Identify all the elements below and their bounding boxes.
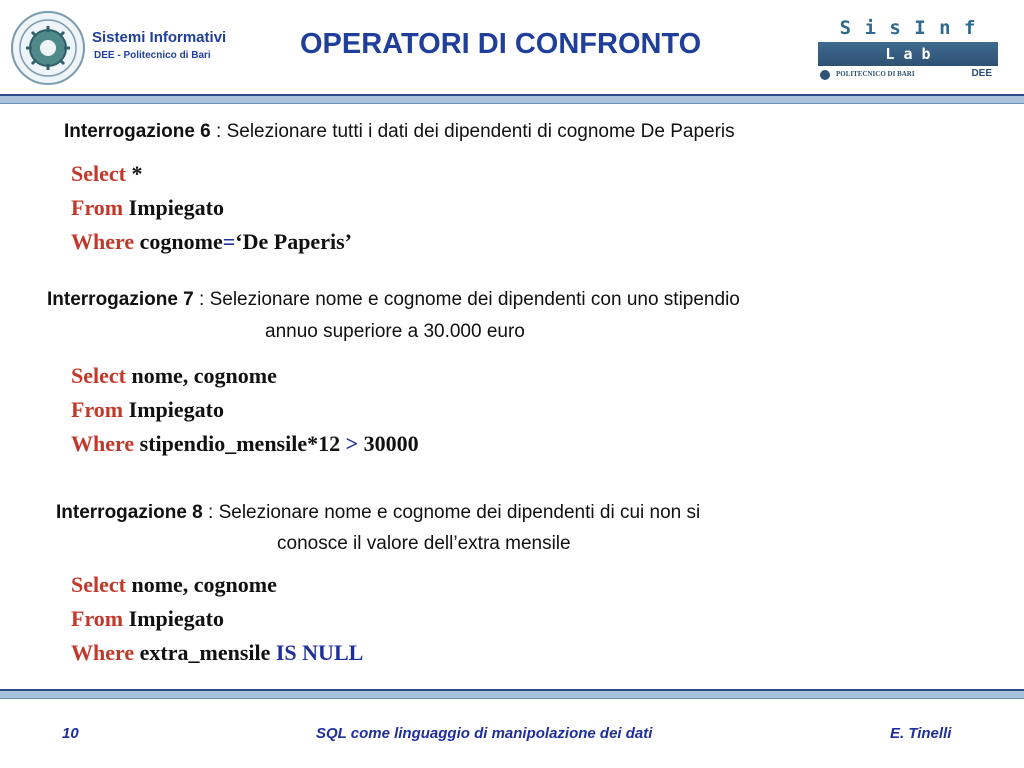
query-7-label: Interrogazione 7 [47, 289, 194, 310]
query-6-from-line [71, 195, 224, 221]
query-8-label: Interrogazione 8 [56, 502, 203, 523]
footer-course-title: SQL come linguaggio di manipolazione dei dati [316, 725, 653, 742]
query-8-description-cont: conosce il valore dell’extra mensile [277, 533, 571, 554]
sisinf-logo-footer-text: POLITECNICO DI BARI [836, 70, 915, 78]
sql-keyword-where: Where [71, 640, 135, 665]
sql-keyword-from: From [71, 195, 124, 220]
query-7-where-line [71, 431, 419, 457]
sql-from-value: Impiegato [123, 397, 224, 422]
query-8-description [56, 502, 700, 524]
sql-operator: = [222, 229, 236, 254]
query-8-where-line [71, 640, 363, 666]
politecnico-seal-logo [10, 10, 86, 86]
brand-subtitle: DEE - Politecnico di Bari [94, 50, 211, 61]
sql-where-field: stipendio_mensile*12 [134, 431, 346, 456]
query-7-text: : Selezionare nome e cognome dei dipendenti con uno stipendio [193, 289, 740, 310]
sql-select-value: nome, cognome [125, 572, 277, 597]
sql-keyword-select: Select [71, 572, 126, 597]
slide-title: OPERATORI DI CONFRONTO [300, 28, 702, 60]
query-7-from-line [71, 397, 224, 423]
header-rule-band [0, 96, 1024, 104]
sql-keyword-where: Where [71, 431, 135, 456]
sisinf-logo-footer [818, 68, 998, 84]
sql-keyword-where: Where [71, 229, 135, 254]
sql-keyword-from: From [71, 397, 124, 422]
sql-from-value: Impiegato [123, 195, 224, 220]
query-7-description-cont: annuo superiore a 30.000 euro [265, 321, 525, 342]
dee-logo-text: DEE [971, 68, 992, 79]
sql-select-value: * [125, 161, 143, 186]
query-6-text: : Selezionare tutti i dati dei dipendenti di cognome De Paperis [210, 121, 735, 142]
query-8-select-line [71, 572, 277, 598]
query-6-where-line [71, 229, 352, 255]
footer-author: E. Tinelli [890, 725, 952, 742]
query-8-text: : Selezionare nome e cognome dei dipendenti di cui non si [202, 502, 701, 523]
gear-icon [820, 70, 830, 80]
query-7-select-line [71, 363, 277, 389]
query-6-label: Interrogazione 6 [64, 121, 211, 142]
sisinf-logo-bar-text: L a b [818, 42, 998, 66]
query-6-select-line [71, 161, 142, 187]
sql-where-value: 30000 [358, 431, 419, 456]
sql-select-value: nome, cognome [125, 363, 277, 388]
query-7-description [47, 289, 740, 311]
brand-title: Sistemi Informativi [92, 29, 227, 46]
sisinf-logo-top-text: S i s I n f [839, 17, 977, 39]
sql-operator: > [345, 431, 359, 456]
sql-keyword-select: Select [71, 161, 126, 186]
query-8-from-line [71, 606, 224, 632]
sql-operator: IS NULL [275, 640, 364, 665]
sql-where-field: extra_mensile [134, 640, 276, 665]
sql-keyword-from: From [71, 606, 124, 631]
page-number: 10 [62, 725, 79, 742]
query-6-description [64, 121, 735, 143]
footer-rule-band [0, 691, 1024, 699]
sql-from-value: Impiegato [123, 606, 224, 631]
sql-where-field: cognome [134, 229, 223, 254]
sql-where-value: ‘De Paperis’ [235, 229, 352, 254]
sql-keyword-select: Select [71, 363, 126, 388]
sisinf-lab-logo [818, 14, 998, 86]
